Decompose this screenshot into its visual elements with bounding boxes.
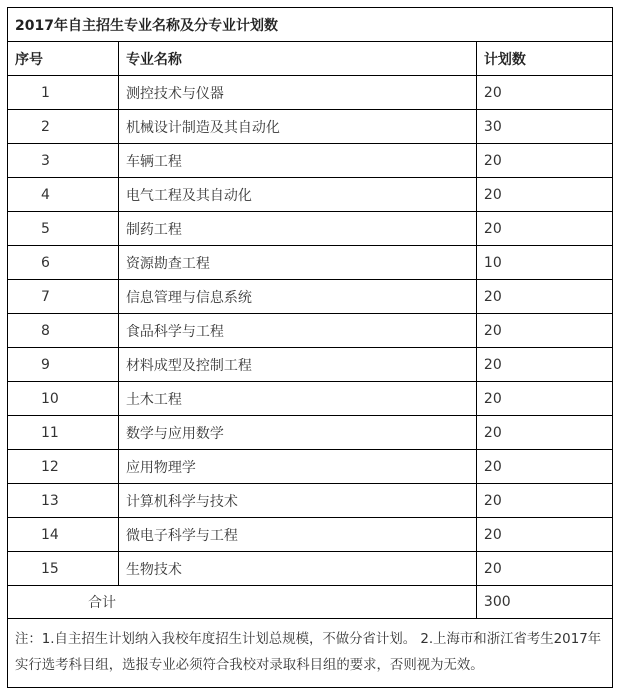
row-index: 11 [8,416,119,450]
row-index: 7 [8,280,119,314]
table-row [8,518,613,552]
row-quota: 20 [476,280,612,314]
row-major: 微电子科学与工程 [118,518,476,552]
row-index: 3 [8,144,119,178]
row-quota: 20 [476,76,612,110]
row-quota: 20 [476,314,612,348]
table-row [8,246,613,280]
table-row [8,348,613,382]
header-major: 专业名称 [118,42,476,76]
row-major: 电气工程及其自动化 [118,178,476,212]
row-major: 车辆工程 [118,144,476,178]
table-row [8,552,613,586]
row-major: 信息管理与信息系统 [118,280,476,314]
row-index: 4 [8,178,119,212]
table-row [8,382,613,416]
total-row [8,586,613,619]
table-row [8,110,613,144]
table-title-row [8,8,613,42]
row-major: 资源勘查工程 [118,246,476,280]
row-major: 计算机科学与技术 [118,484,476,518]
table-row [8,144,613,178]
header-quota: 计划数 [476,42,612,76]
row-major: 测控技术与仪器 [118,76,476,110]
total-value: 300 [476,586,612,619]
row-quota: 20 [476,450,612,484]
table-row [8,416,613,450]
row-major: 应用物理学 [118,450,476,484]
row-quota: 20 [476,382,612,416]
row-quota: 20 [476,552,612,586]
table-row [8,76,613,110]
row-index: 14 [8,518,119,552]
row-quota: 20 [476,348,612,382]
table-row [8,314,613,348]
table-note: 注：1.自主招生计划纳入我校年度招生计划总规模，不做分省计划。 2.上海市和浙江省考生2017年实行选考科目组，选报专业必须符合我校对录取科目组的要求，否则视为无效。 [8,619,613,688]
enrollment-plan-table [7,7,613,688]
row-quota: 20 [476,178,612,212]
row-major: 食品科学与工程 [118,314,476,348]
row-quota: 20 [476,518,612,552]
row-quota: 20 [476,212,612,246]
row-major: 机械设计制造及其自动化 [118,110,476,144]
note-row [8,619,613,688]
table-title: 2017年自主招生专业名称及分专业计划数 [8,8,613,42]
row-quota: 10 [476,246,612,280]
row-index: 13 [8,484,119,518]
table-row [8,484,613,518]
row-index: 10 [8,382,119,416]
row-index: 6 [8,246,119,280]
row-quota: 20 [476,484,612,518]
row-index: 2 [8,110,119,144]
row-index: 5 [8,212,119,246]
table-row [8,280,613,314]
row-index: 1 [8,76,119,110]
row-index: 9 [8,348,119,382]
row-major: 生物技术 [118,552,476,586]
table-header-row [8,42,613,76]
row-index: 8 [8,314,119,348]
row-major: 材料成型及控制工程 [118,348,476,382]
header-index: 序号 [8,42,119,76]
table-row [8,212,613,246]
row-quota: 30 [476,110,612,144]
row-major: 数学与应用数学 [118,416,476,450]
row-major: 土木工程 [118,382,476,416]
row-index: 12 [8,450,119,484]
total-label: 合计 [8,586,477,619]
table-row [8,178,613,212]
row-quota: 20 [476,416,612,450]
table-row [8,450,613,484]
row-major: 制药工程 [118,212,476,246]
row-quota: 20 [476,144,612,178]
row-index: 15 [8,552,119,586]
